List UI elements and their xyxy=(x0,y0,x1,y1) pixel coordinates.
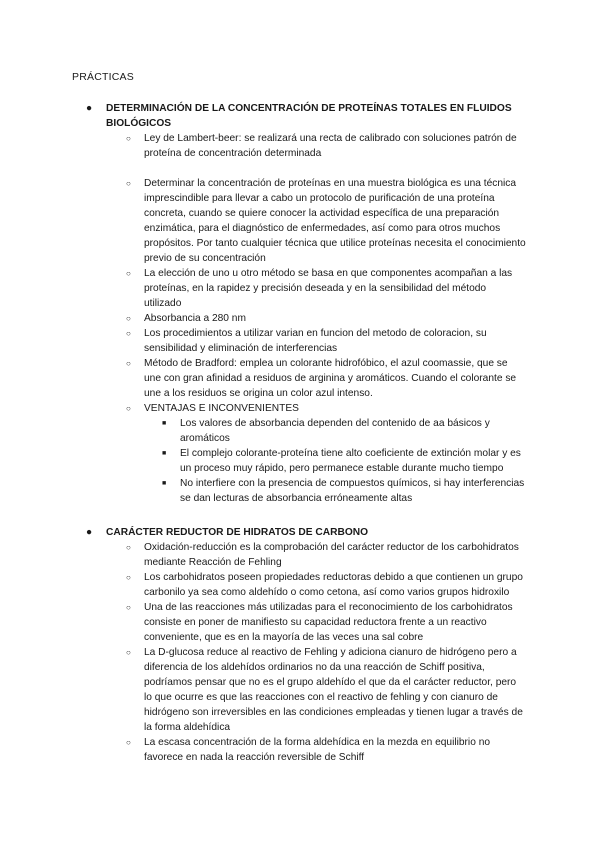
list-item: ○ La escasa concentración de la forma aldehídica en la mezda en equilibrio no favorece en nada la reacción reversible de Schiff xyxy=(126,737,491,763)
list-item: ○ La D-glucosa reduce al reactivo de Fehling y adiciona cianuro de hidrógeno pero a diferencia de los aldehídos ordinarios no da una reacción de Schiff positiva, podríamos pensar que no es el grupo aldehído el que da el carácter reductor, pero lo que ocurre es que las reacciones con el reactivo de fehling y con cianuro de hidrógeno son irreversibles en las condiciones empleadas y tienen lugar a través de la forma aldehídica xyxy=(126,647,523,733)
circle-bullet-icon: ○ xyxy=(126,648,131,657)
page-title: PRÁCTICAS xyxy=(72,71,134,83)
bullet-dot-icon: ● xyxy=(86,527,93,538)
circle-bullet-icon: ○ xyxy=(126,543,131,552)
list-item: ○ Oxidación-reducción es la comprobación del carácter reductor de los carbohidratos mediante Reacción de Fehling xyxy=(126,542,519,568)
list-item: ○ Los carbohidratos poseen propiedades reductoras debido a que contienen un grupo carbonilo ya sea como aldehído o como cetona, así como varios grupos hidroxilo xyxy=(126,572,523,598)
list-item: ○ Una de las reacciones más utilizadas para el reconocimiento de los carbohidratos consiste en poner de manifiesto su capacidad reductora frente a un reactivo conveniente, que es en la mayoría de las veces una sal cobre xyxy=(126,602,513,643)
section-carbohidratos xyxy=(86,525,526,765)
list-item: ○ Determinar la concentración de proteínas en una muestra biológica es una técnica imprescindible para llevar a cabo un protocolo de purificación de una proteína concreta, cuando se quiere conocer la actividad específica de una preparación enzimática, para el diagnóstico de enfermedades, así como para otros muchos propósitos. Por tanto cualquier técnica que utilice proteínas necesita el conocimiento previo de su concentración xyxy=(126,178,526,264)
square-bullet-icon: ■ xyxy=(162,420,167,427)
square-bullet-icon: ■ xyxy=(162,450,167,457)
item-list xyxy=(86,131,526,506)
list-item: ○ VENTAJAS E INCONVENIENTES xyxy=(126,403,299,414)
list-item: ○ Absorbancia a 280 nm xyxy=(126,313,246,324)
sub-list-item: ■ Los valores de absorbancia dependen del contenido de aa básicos y aromáticos xyxy=(162,418,490,444)
section-heading xyxy=(86,101,526,131)
list-item: ○ Método de Bradford: emplea un colorante hidrofóbico, el azul coomassie, que se une con gran afinidad a residuos de arginina y aromáticos. Cuando el colorante se une a los residuos se origina un color azul intenso. xyxy=(126,358,517,399)
circle-bullet-icon: ○ xyxy=(126,738,131,747)
circle-bullet-icon: ○ xyxy=(126,134,131,143)
list-item: ○ La elección de uno u otro método se basa en que componentes acompañan a las proteínas, en la rapidez y precisión deseada y en la sensibilidad del método utilizado xyxy=(126,268,513,309)
section-heading xyxy=(86,525,526,540)
circle-bullet-icon: ○ xyxy=(126,359,131,368)
sub-list-item: ■ No interfiere con la presencia de compuestos químicos, si hay interferencias se dan lecturas de absorbancia erróneamente altas xyxy=(162,478,525,504)
section-heading-text: CARÁCTER REDUCTOR DE HIDRATOS DE CARBONO xyxy=(106,527,369,538)
sub-list-item: ■ El complejo colorante-proteína tiene alto coeficiente de extinción molar y es un proceso muy rápido, pero permanece estable durante mucho tiempo xyxy=(162,448,521,474)
square-bullet-icon: ■ xyxy=(162,480,167,487)
circle-bullet-icon: ○ xyxy=(126,404,131,413)
circle-bullet-icon: ○ xyxy=(126,179,131,188)
circle-bullet-icon: ○ xyxy=(126,603,131,612)
circle-bullet-icon: ○ xyxy=(126,314,131,323)
circle-bullet-icon: ○ xyxy=(126,329,131,338)
list-item: ○ Ley de Lambert-beer: se realizará una recta de calibrado con soluciones patrón de proteína de concentración determinada xyxy=(126,133,517,159)
circle-bullet-icon: ○ xyxy=(126,269,131,278)
circle-bullet-icon: ○ xyxy=(126,573,131,582)
section-proteinas xyxy=(86,101,526,506)
bullet-dot-icon: ● xyxy=(86,103,93,114)
item-list xyxy=(86,540,526,765)
section-heading-text: DETERMINACIÓN DE LA CONCENTRACIÓN DE PROTEÍNAS TOTALES EN FLUIDOS BIOLÓGICOS xyxy=(106,103,512,129)
list-item: ○ Los procedimientos a utilizar varian en funcion del metodo de coloracion, su sensibilidad y eliminación de interferencias xyxy=(126,328,487,354)
